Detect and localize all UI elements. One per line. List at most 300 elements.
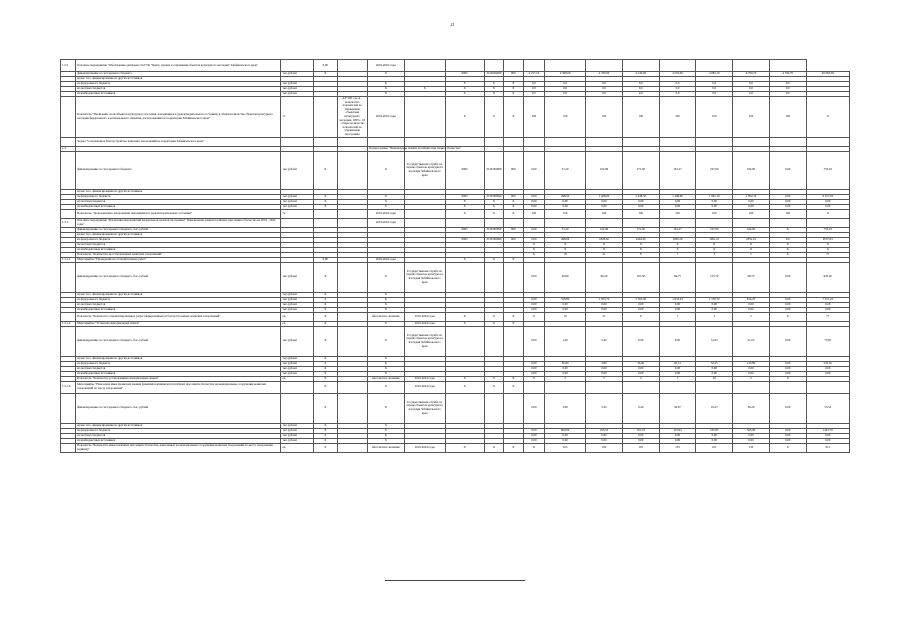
table-cell: 0,00 bbox=[523, 297, 545, 302]
table-cell: 2019-2024 годы bbox=[367, 209, 404, 218]
table-cell: 172,30 bbox=[622, 151, 659, 189]
table-cell: кроме того, финансирование из других источников bbox=[76, 356, 281, 361]
table-cell: 182,00 bbox=[733, 227, 770, 232]
table-cell: тыс.рублей bbox=[281, 82, 313, 87]
table-cell bbox=[281, 60, 313, 72]
table-cell: 30,60 bbox=[545, 361, 586, 366]
table-cell: 191,10 bbox=[622, 428, 659, 433]
table-cell: Х bbox=[313, 376, 337, 381]
table-cell: из внебюджетных источников bbox=[76, 438, 281, 443]
table-cell: 0905 bbox=[445, 72, 484, 77]
table-cell: 213,89 bbox=[733, 361, 770, 366]
table-cell: 000 bbox=[504, 237, 523, 242]
table-cell: тыс.рублей bbox=[281, 361, 313, 366]
table-cell: 0,00 bbox=[523, 428, 545, 433]
table-cell: 2019-2025 годы bbox=[367, 97, 404, 138]
table-cell: Х bbox=[769, 242, 806, 247]
table-cell: 102,99 bbox=[586, 151, 623, 189]
table-cell bbox=[445, 393, 484, 423]
table-cell: тыс.рублей bbox=[281, 292, 313, 297]
table-cell: 0,00 bbox=[769, 361, 806, 366]
table-cell: 26 683,38 bbox=[806, 72, 849, 77]
table-cell: Х bbox=[484, 199, 503, 204]
table-cell: 0,00 bbox=[586, 366, 623, 371]
table-cell: 2019-2024 годы bbox=[367, 257, 404, 262]
table-cell bbox=[523, 137, 545, 146]
table-cell: 4 257,16 bbox=[523, 72, 545, 77]
table-cell bbox=[769, 60, 806, 72]
table-cell bbox=[445, 137, 484, 146]
table-cell: 0,0 bbox=[769, 237, 806, 242]
table-cell: 9557,93 bbox=[806, 237, 849, 242]
table-cell: 0,00 bbox=[523, 151, 545, 189]
table-cell: % bbox=[281, 209, 313, 218]
table-cell bbox=[696, 381, 733, 393]
table-cell bbox=[337, 262, 367, 292]
table-cell: 0,00 bbox=[733, 438, 770, 443]
table-cell: 0,00 bbox=[622, 307, 659, 312]
table-cell: Х bbox=[696, 247, 733, 252]
table-cell: 2019-2024 годы bbox=[404, 312, 445, 321]
table-cell: тыс.рублей bbox=[281, 371, 313, 376]
table-cell: 0,00 bbox=[523, 307, 545, 312]
table-cell: 7 bbox=[659, 312, 696, 321]
table-cell bbox=[586, 137, 623, 146]
table-cell: 2019-2024 годы bbox=[404, 321, 445, 326]
table-cell bbox=[484, 326, 503, 356]
table-cell: финансирование за счет краевого бюджета, тыс. рублей bbox=[76, 262, 281, 292]
table-cell: Х bbox=[313, 361, 337, 366]
table-cell: 0,00 bbox=[769, 199, 806, 204]
table-cell: 0,00 bbox=[545, 371, 586, 376]
table-cell bbox=[586, 218, 623, 227]
table-cell bbox=[61, 151, 76, 189]
table-cell: Х bbox=[445, 257, 484, 262]
table-cell: 0,00 bbox=[586, 199, 623, 204]
table-cell bbox=[281, 393, 313, 423]
table-cell: Х bbox=[806, 242, 849, 247]
table-cell bbox=[545, 60, 586, 72]
table-cell bbox=[445, 262, 484, 292]
table-cell: тыс.рублей bbox=[281, 151, 313, 189]
table-cell: Абсолютное значение bbox=[367, 312, 404, 321]
table-cell: 620,20 bbox=[806, 262, 849, 292]
table-cell: 1 852,19 bbox=[733, 194, 770, 199]
table-cell: Х bbox=[367, 307, 404, 312]
table-cell bbox=[659, 218, 696, 227]
table-cell: из внебюджетных источников bbox=[76, 371, 281, 376]
table-cell: финансирование за счет краевого бюджета, тыс. рублей bbox=[76, 227, 281, 232]
table-cell: Х bbox=[504, 381, 523, 393]
table-cell bbox=[61, 137, 76, 146]
table-cell: Х bbox=[367, 438, 404, 443]
table-cell bbox=[806, 137, 849, 146]
table-cell: Х bbox=[769, 252, 806, 257]
table-cell: Х bbox=[484, 381, 503, 393]
table-cell: Х bbox=[523, 247, 545, 252]
table-cell bbox=[337, 393, 367, 423]
table-cell: Государственная служба по охране объектов культурного наследия Забайкальского края bbox=[404, 393, 445, 423]
table-cell: кроме того, финансирование из других источников bbox=[76, 189, 281, 194]
table-cell: 5 bbox=[733, 312, 770, 321]
table-cell: Х bbox=[523, 376, 545, 381]
table-cell: % bbox=[281, 97, 313, 138]
table-cell: 0,00 bbox=[733, 302, 770, 307]
table-cell: Х bbox=[504, 443, 523, 452]
table-cell bbox=[337, 60, 367, 72]
table-cell: 5,30 bbox=[586, 393, 623, 423]
table-cell: 100 bbox=[769, 97, 806, 138]
table-cell bbox=[61, 209, 76, 218]
table-cell: Х bbox=[445, 92, 484, 97]
table-cell: 135 bbox=[659, 443, 696, 452]
table-cell: Х bbox=[367, 204, 404, 209]
table-cell: 32,25 bbox=[696, 361, 733, 366]
table-cell: 100 bbox=[696, 97, 733, 138]
table-cell: 0,00 bbox=[659, 199, 696, 204]
table-cell bbox=[337, 137, 367, 146]
table-cell: Х bbox=[622, 247, 659, 252]
table-cell: 0,00 bbox=[806, 366, 849, 371]
table-cell: 1,40 bbox=[545, 326, 586, 356]
table-cell: Х bbox=[367, 82, 404, 87]
table-cell: 558,80 bbox=[545, 297, 586, 302]
table-cell: 0,0 bbox=[586, 87, 623, 92]
table-cell: 1 593,70 bbox=[586, 297, 623, 302]
table-cell: Х bbox=[367, 423, 404, 428]
table-cell: 0,00 bbox=[523, 361, 545, 366]
table-cell: Х bbox=[733, 242, 770, 247]
table-cell: 0,00 bbox=[545, 307, 586, 312]
table-cell: 105 bbox=[622, 443, 659, 452]
table-cell: 0,00 bbox=[523, 438, 545, 443]
table-cell: 0,00 bbox=[586, 302, 623, 307]
table-cell: 000 bbox=[504, 151, 523, 189]
table-cell: Х bbox=[523, 242, 545, 247]
table-cell: 0,00 bbox=[733, 366, 770, 371]
table-cell bbox=[622, 137, 659, 146]
table-cell: 84,75 bbox=[659, 262, 696, 292]
table-cell: из внебюджетных источников bbox=[76, 92, 281, 97]
table-cell: 0,00 bbox=[806, 199, 849, 204]
table-cell: Х bbox=[367, 371, 404, 376]
table-cell: Х bbox=[313, 292, 337, 297]
table-cell: Х bbox=[367, 72, 404, 77]
table-cell: 0,00 bbox=[806, 302, 849, 307]
table-cell: 0,00 bbox=[523, 227, 545, 232]
table-cell: 3 bbox=[696, 312, 733, 321]
table-cell: Х bbox=[367, 366, 404, 371]
table-cell: 0,0 bbox=[545, 92, 586, 97]
table-cell: 0,40 bbox=[586, 326, 623, 356]
table-cell: 0,00 bbox=[769, 433, 806, 438]
table-cell: 0,95 bbox=[659, 326, 696, 356]
table-cell: 101 bbox=[696, 443, 733, 452]
table-cell: 0,00 bbox=[769, 262, 806, 292]
table-cell: 155,70 bbox=[696, 262, 733, 292]
table-cell: 100 bbox=[622, 209, 659, 218]
table-cell: 3,60 bbox=[586, 361, 623, 366]
table-cell: Х bbox=[313, 72, 337, 77]
table-row bbox=[61, 151, 850, 189]
table-cell: 1828,40 bbox=[586, 237, 623, 242]
table-cell: Х bbox=[445, 312, 484, 321]
table-cell: 4 700,70 bbox=[733, 72, 770, 77]
table-cell: Х bbox=[367, 393, 404, 423]
table-cell bbox=[484, 393, 503, 423]
table-cell: Х bbox=[445, 82, 484, 87]
table-cell: Х bbox=[769, 443, 806, 452]
table-cell: Х bbox=[504, 82, 523, 87]
table-cell: 1.3. bbox=[61, 146, 76, 151]
table-row bbox=[61, 209, 850, 218]
table-cell bbox=[504, 326, 523, 356]
table-cell: 0,00 bbox=[586, 371, 623, 376]
table-cell: 0,00 bbox=[545, 438, 586, 443]
table-cell: 0,00 bbox=[769, 393, 806, 423]
table-cell bbox=[769, 218, 806, 227]
table-cell: 0,0 bbox=[659, 87, 696, 92]
table-cell: 498,00 bbox=[545, 237, 586, 242]
table-cell: 0,00 bbox=[545, 302, 586, 307]
table-cell: 4 508,00 bbox=[545, 72, 586, 77]
table-cell: 100 bbox=[545, 209, 586, 218]
table-cell: Государственная служба по охране объектов культурного наследия Забайкальского края bbox=[404, 151, 445, 189]
table-row bbox=[61, 326, 850, 356]
table-cell: Х bbox=[445, 209, 484, 218]
table-cell: 1852,19 bbox=[733, 237, 770, 242]
table-cell bbox=[733, 137, 770, 146]
table-cell: тыс.рублей bbox=[281, 326, 313, 356]
table-cell: 0,00 bbox=[659, 433, 696, 438]
table-cell: 533,45 bbox=[806, 361, 849, 366]
table-cell: 0,00 bbox=[545, 199, 586, 204]
table-cell: 161,27 bbox=[659, 227, 696, 232]
table-cell: из местных бюджетов bbox=[76, 199, 281, 204]
table-cell: 2019-2024 годы bbox=[404, 443, 445, 452]
table-cell: 0,0 bbox=[523, 92, 545, 97]
table-cell: 20 bbox=[696, 376, 733, 381]
table-cell: тыс.рублей bbox=[281, 356, 313, 361]
table-cell: Х bbox=[504, 87, 523, 92]
table-cell: 0,0 bbox=[659, 82, 696, 87]
table-cell: 1 408,00 bbox=[586, 194, 623, 199]
table-cell bbox=[281, 218, 313, 227]
table-cell bbox=[806, 381, 849, 393]
table-cell: 0,00 bbox=[523, 302, 545, 307]
table-cell: 0,00 bbox=[696, 371, 733, 376]
table-cell: 53,52 bbox=[806, 393, 849, 423]
table-cell: Х bbox=[484, 82, 503, 87]
table-cell: Х bbox=[484, 209, 503, 218]
table-cell: Х bbox=[367, 326, 404, 356]
table-cell: тыс.рублей bbox=[281, 297, 313, 302]
table-cell: ед. bbox=[281, 443, 313, 452]
table-cell: 100 bbox=[586, 443, 623, 452]
table-cell: финансирование за счет краевого бюджета bbox=[76, 72, 281, 77]
table-cell: Х bbox=[313, 371, 337, 376]
table-cell: 31,20 bbox=[545, 151, 586, 189]
table-cell: 0,00 bbox=[523, 371, 545, 376]
table-cell: 0905 bbox=[445, 151, 484, 189]
table-cell: 0,0 bbox=[696, 87, 733, 92]
table-cell: 600,00 bbox=[545, 428, 586, 433]
table-cell bbox=[404, 218, 445, 227]
table-cell: 3130182990 bbox=[484, 227, 503, 232]
table-cell: 2 448,30 bbox=[622, 194, 659, 199]
table-cell: Х bbox=[367, 199, 404, 204]
table-cell: Показатель "Количество отремонтированных (отреставрированных) в благоустроенных воинских захоронений" bbox=[76, 312, 281, 321]
table-cell: 36,67 bbox=[659, 393, 696, 423]
table-cell: 7 351,23 bbox=[806, 297, 849, 302]
table-cell: 8 bbox=[622, 252, 659, 257]
table-cell bbox=[696, 60, 733, 72]
table-cell: 0,00 bbox=[696, 199, 733, 204]
table-cell: 100 bbox=[659, 209, 696, 218]
table-cell: Х bbox=[313, 297, 337, 302]
table-cell: 77 bbox=[806, 252, 849, 257]
table-cell bbox=[61, 443, 76, 452]
table-cell: 0,00 bbox=[806, 433, 849, 438]
table-cell bbox=[404, 97, 445, 138]
table-cell: 2019-2025 годы bbox=[367, 60, 404, 72]
table-cell bbox=[404, 209, 445, 218]
table-cell: 0,0 bbox=[659, 92, 696, 97]
table-cell bbox=[445, 60, 484, 72]
table-cell: Х bbox=[313, 199, 337, 204]
table-cell: Государственная служба по охране объектов культурного наследия Забайкальского края bbox=[404, 326, 445, 356]
table-cell: 498,00 bbox=[545, 194, 586, 199]
table-cell bbox=[313, 218, 337, 227]
table-cell: финансирование за счет краевого бюджета bbox=[76, 151, 281, 189]
table-cell: Х bbox=[313, 204, 337, 209]
table-cell: 2 365,00 bbox=[622, 297, 659, 302]
table-cell bbox=[733, 60, 770, 72]
table-cell: из местных бюджетов bbox=[76, 87, 281, 92]
table-cell bbox=[61, 393, 76, 423]
table-cell: 0,0 bbox=[696, 82, 733, 87]
table-cell: 1.3.1.2. bbox=[61, 321, 76, 326]
table-cell: 1 408,60 bbox=[659, 194, 696, 199]
table-cell: 0,0 bbox=[622, 92, 659, 97]
table-cell: из федерального бюджета bbox=[76, 82, 281, 87]
table-cell: 73,85 bbox=[806, 326, 849, 356]
table-cell: 1 576,70 bbox=[696, 297, 733, 302]
table-cell: Х bbox=[769, 227, 806, 232]
table-cell: из федерального бюджета bbox=[76, 194, 281, 199]
table-cell: Х bbox=[622, 242, 659, 247]
table-cell bbox=[586, 381, 623, 393]
table-cell: Х bbox=[313, 438, 337, 443]
table-cell: 31,05 bbox=[696, 326, 733, 356]
table-cell: 0,00 bbox=[523, 199, 545, 204]
table-cell: Х bbox=[313, 423, 337, 428]
table-cell: 0,00 bbox=[769, 204, 806, 209]
table-cell: 9 557,93 bbox=[806, 194, 849, 199]
table-cell: тыс.рублей bbox=[281, 433, 313, 438]
table-cell: Х bbox=[696, 242, 733, 247]
table-cell: из местных бюджетов bbox=[76, 302, 281, 307]
table-cell: 5 bbox=[733, 252, 770, 257]
table-cell: 1461,70 bbox=[806, 428, 849, 433]
table-cell bbox=[586, 60, 623, 72]
table-cell bbox=[504, 393, 523, 423]
table-cell: АЗ*100, где А - количество показателей по управлению объектами культурного наследия; 100% - 10 - общее количество показателей по управлению программы bbox=[337, 97, 367, 138]
table-cell: Х bbox=[445, 204, 484, 209]
table-cell: 100 bbox=[586, 209, 623, 218]
table-cell: 0,00 bbox=[523, 326, 545, 356]
table-cell: 5 bbox=[586, 376, 623, 381]
table-cell: 0,00 bbox=[806, 307, 849, 312]
table-cell: 0,00 bbox=[769, 438, 806, 443]
table-cell bbox=[659, 60, 696, 72]
table-cell: 26,60 bbox=[545, 262, 586, 292]
table-cell: Х bbox=[313, 194, 337, 199]
table-cell: Х bbox=[504, 312, 523, 321]
table-cell bbox=[313, 137, 337, 146]
table-cell: 0,0 bbox=[545, 87, 586, 92]
table-cell: 000 bbox=[504, 194, 523, 199]
table-cell bbox=[404, 137, 445, 146]
table-cell: 0,00 bbox=[622, 326, 659, 356]
table-cell: 100 bbox=[696, 209, 733, 218]
table-cell: 0,0 bbox=[733, 82, 770, 87]
table-cell bbox=[337, 209, 367, 218]
table-cell: 4 502,00 bbox=[659, 72, 696, 77]
table-cell: 0,0 bbox=[733, 92, 770, 97]
table-cell: 2019-2024 годы bbox=[404, 376, 445, 381]
table-cell bbox=[545, 137, 586, 146]
table-cell bbox=[622, 60, 659, 72]
table-cell: из внебюджетных источников bbox=[76, 247, 281, 252]
table-cell bbox=[806, 218, 849, 227]
table-cell: 21 bbox=[586, 312, 623, 321]
table-cell: Х bbox=[545, 242, 586, 247]
table-cell: 1830,20 bbox=[659, 237, 696, 242]
table-cell: тыс.рублей bbox=[281, 438, 313, 443]
table-cell: 000 bbox=[504, 227, 523, 232]
table-cell: Х bbox=[769, 247, 806, 252]
table-cell bbox=[61, 326, 76, 356]
table-cell: 4 683,10 bbox=[696, 72, 733, 77]
table-cell: Х bbox=[367, 151, 404, 189]
table-cell bbox=[484, 60, 503, 72]
table-cell: Х bbox=[484, 92, 503, 97]
table-cell: 0,00 bbox=[733, 307, 770, 312]
table-cell: Мероприятие "Проведение восстановительных работ" bbox=[76, 257, 281, 262]
table-cell: 1 633,23 bbox=[659, 297, 696, 302]
table-cell: 100 bbox=[733, 97, 770, 138]
table-cell: Х bbox=[523, 252, 545, 257]
table-cell: 611 bbox=[806, 443, 849, 452]
table-cell: 0,00 bbox=[769, 371, 806, 376]
table-cell: 3120249490 bbox=[484, 72, 503, 77]
table-cell: Х bbox=[313, 366, 337, 371]
table-cell: 1.3.1. bbox=[61, 218, 76, 227]
table-cell bbox=[733, 218, 770, 227]
table-cell: 2 bbox=[545, 376, 586, 381]
table-cell: Х bbox=[484, 376, 503, 381]
table-cell bbox=[404, 60, 445, 72]
table-cell bbox=[769, 381, 806, 393]
table-cell: 0,00 bbox=[769, 194, 806, 199]
table-cell: 814,25 bbox=[733, 297, 770, 302]
table-cell: 161,27 bbox=[659, 151, 696, 189]
table-cell: 130 bbox=[733, 443, 770, 452]
table-cell: 0,00 bbox=[733, 204, 770, 209]
table-cell bbox=[545, 218, 586, 227]
table-cell: 0,00 bbox=[586, 204, 623, 209]
